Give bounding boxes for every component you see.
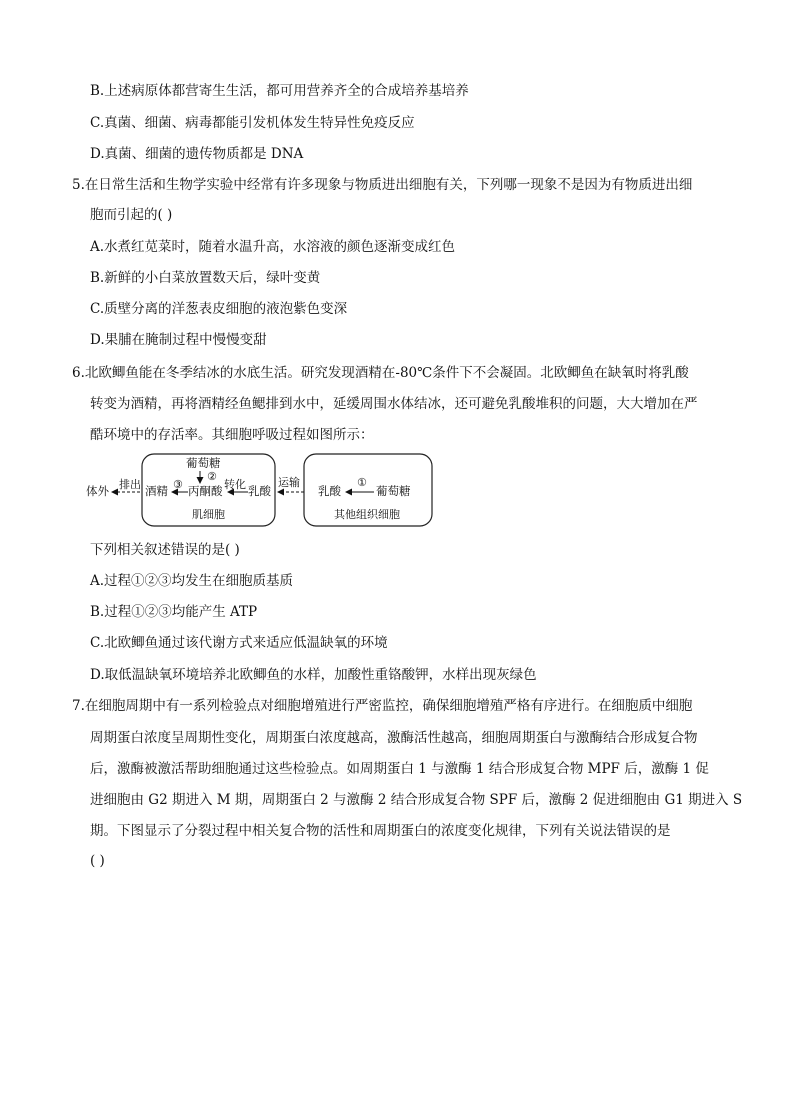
q5-option-c: C.质壁分离的洋葱表皮细胞的液泡紫色变深 (90, 301, 348, 317)
label-step2: ② (207, 470, 217, 483)
q5-option-d: D.果脯在腌制过程中慢慢变甜 (90, 332, 267, 348)
q7-stem-line5: 期。下图显示了分裂过程中相关复合物的活性和周期蛋白的浓度变化规律，下列有关说法错误的是 (90, 823, 671, 839)
label-step3: ③ (173, 478, 183, 491)
label-ethanol: 酒精 (145, 484, 168, 498)
q7-stem-line4: 进细胞由 G2 期进入 M 期，周期蛋白 2 与激酶 2 结合形成复合物 SPF 后，激酶 2 促进细胞由 G1 期进入 S (90, 792, 743, 808)
q6-stem-line1: 6.北欧鲫鱼能在冬季结冰的水底生活。研究发现酒精在-80℃条件下不会凝固。北欧鲫鱼在缺氧时将乳酸 (72, 365, 689, 381)
q7-stem-line2: 周期蛋白浓度呈周期性变化，周期蛋白浓度越高，激酶活性越高，细胞周期蛋白与激酶结合形成复合物 (90, 730, 698, 746)
label-muscle-cell: 肌细胞 (192, 508, 225, 521)
q5-stem-line2: 胞而引起的( ) (90, 207, 173, 223)
label-lactate-muscle: 乳酸 (248, 484, 271, 498)
q6-option-b: B.过程①②③均能产生 ATP (90, 604, 258, 620)
label-glucose-other: 葡萄糖 (376, 484, 411, 498)
q7-stem-line3: 后，激酶被激活帮助细胞通过这些检验点。如周期蛋白 1 与激酶 1 结合形成复合物 MPF 后，激酶 1 促 (90, 761, 709, 777)
q4-option-c: C.真菌、细菌、病毒都能引发机体发生特异性免疫反应 (90, 115, 415, 131)
label-other-cells: 其他组织细胞 (334, 508, 400, 521)
respiration-diagram (82, 448, 442, 534)
label-convert: 转化 (224, 478, 246, 491)
q5-option-b: B.新鲜的小白菜放置数天后，绿叶变黄 (90, 270, 321, 286)
q6-question: 下列相关叙述错误的是( ) (90, 542, 240, 558)
q7-stem-line6: ( ) (90, 853, 105, 869)
label-step1: ① (357, 476, 367, 489)
label-transport: 运输 (278, 476, 300, 489)
q4-option-b: B.上述病原体都营寄生生活，都可用营养齐全的合成培养基培养 (90, 83, 469, 99)
q6-stem-line3: 酷环境中的存活率。其细胞呼吸过程如图所示： (90, 427, 374, 443)
q6-option-c: C.北欧鲫鱼通过该代谢方式来适应低温缺氧的环境 (90, 635, 388, 651)
label-outside: 体外 (86, 484, 109, 498)
q7-stem-line1: 7.在细胞周期中有一系列检验点对细胞增殖进行严密监控，确保细胞增殖严格有序进行。在细胞质中细胞 (72, 698, 693, 714)
label-excrete: 排出 (119, 478, 141, 491)
q5-option-a: A.水煮红苋菜时，随着水温升高，水溶液的颜色逐渐变成红色 (90, 239, 456, 255)
q5-stem-line1: 5.在日常生活和生物学实验中经常有许多现象与物质进出细胞有关，下列哪一现象不是因为有物质进出细 (72, 177, 693, 193)
q6-stem-line2: 转变为酒精，再将酒精经鱼鳃排到水中，延缓周围水体结冰，还可避免乳酸堆积的问题，大大增加在严 (90, 396, 698, 412)
q6-option-d: D.取低温缺氧环境培养北欧鲫鱼的水样，加酸性重铬酸钾，水样出现灰绿色 (90, 667, 537, 683)
label-glucose-top: 葡萄糖 (186, 456, 221, 470)
q6-option-a: A.过程①②③均发生在细胞质基质 (90, 573, 294, 589)
label-pyruvate: 丙酮酸 (188, 484, 223, 498)
label-lactate-other: 乳酸 (318, 484, 341, 498)
q4-option-d: D.真菌、细菌的遗传物质都是 DNA (90, 146, 304, 162)
